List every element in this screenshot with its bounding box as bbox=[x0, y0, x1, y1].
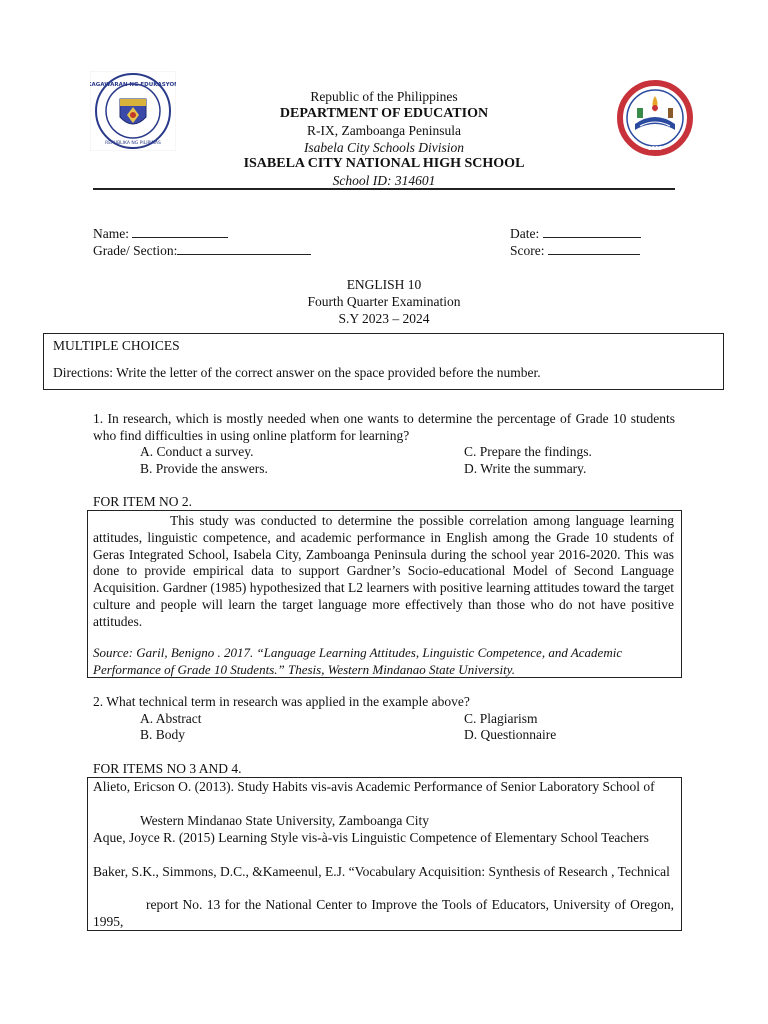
reference-3: Baker, S.K., Simmons, D.C., &Kameenul, E.J. “Vocabulary Acquisition: Synthesis of Research , Technical bbox=[93, 864, 670, 879]
name-label: Name: bbox=[93, 226, 129, 241]
score-blank[interactable] bbox=[548, 243, 640, 255]
question-1-option-b[interactable]: B. Provide the answers. bbox=[140, 461, 268, 476]
name-blank[interactable] bbox=[132, 226, 228, 238]
header-division: Isabela City Schools Division bbox=[303, 140, 465, 155]
references-box bbox=[87, 777, 682, 931]
reference-1: Alieto, Ericson O. (2013). Study Habits vis-avis Academic Performance of Senior Laboratory School of bbox=[93, 779, 655, 794]
question-1-option-a[interactable]: A. Conduct a survey. bbox=[140, 444, 254, 459]
question-2-option-b[interactable]: B. Body bbox=[140, 727, 186, 742]
svg-text:REPUBLIKA NG PILIPINAS: REPUBLIKA NG PILIPINAS bbox=[105, 141, 161, 146]
reference-3-continued: report No. 13 for the National Center to Improve the Tools of Educators, University of Oregon, 1995, bbox=[93, 897, 674, 929]
item-3-4-label: FOR ITEMS NO 3 AND 4. bbox=[93, 761, 242, 776]
header-department: DEPARTMENT OF EDUCATION bbox=[279, 106, 489, 121]
score-label: Score: bbox=[510, 243, 545, 258]
date-label: Date: bbox=[510, 226, 540, 241]
score-field-row bbox=[510, 242, 640, 259]
reference-1-continued: Western Mindanao State University, Zamboanga City bbox=[140, 813, 429, 828]
header-region: R-IX, Zamboanga Peninsula bbox=[306, 123, 462, 138]
header-school-id: School ID: 314601 bbox=[332, 173, 436, 188]
item-2-passage: This study was conducted to determine the possible correlation among language learning attitudes, linguistic competence, and academic performance in English among the Grade 10 students of Geras Integrated School, Isabela City, Zamboanga Peninsula during the school year 2016-2020. This was done to provide empirical data to support Gardner’s Socio-educational Model of Second Language Acquisition. Gardner (1985) hypothesized that L2 learners with positive learning attitudes toward the target culture and people will learn the target language more effectively than those who do not have positive attitudes. bbox=[93, 513, 674, 629]
item-2-label: FOR ITEM NO 2. bbox=[93, 494, 193, 509]
grade-section-label: Grade/ Section: bbox=[93, 243, 178, 258]
header-school-name: ISABELA CITY NATIONAL HIGH SCHOOL bbox=[243, 156, 525, 171]
item-2-source: Source: Garil, Benigno . 2017. “Language Learning Attitudes, Linguistic Competence, and Academic Performance of Grade 10 Students.” Thesis, Western Mindanao State University. bbox=[93, 645, 623, 677]
svg-text:2008: 2008 bbox=[648, 146, 662, 152]
question-1-option-c[interactable]: C. Prepare the findings. bbox=[464, 444, 592, 459]
name-field-row bbox=[93, 225, 228, 242]
directions-box bbox=[43, 333, 724, 390]
item-2-passage-box bbox=[87, 510, 682, 678]
section-title: MULTIPLE CHOICES bbox=[53, 338, 180, 353]
exam-subject: ENGLISH 10 bbox=[346, 277, 422, 292]
grade-section-blank[interactable] bbox=[177, 243, 311, 255]
reference-2: Aque, Joyce R. (2015) Learning Style vis-à-vis Linguistic Competence of Elementary School Teachers bbox=[93, 830, 649, 845]
question-1-option-d[interactable]: D. Write the summary. bbox=[464, 461, 587, 476]
grade-section-row bbox=[93, 242, 311, 259]
date-blank[interactable] bbox=[543, 226, 641, 238]
directions-text: Directions: Write the letter of the correct answer on the space provided before the number. bbox=[53, 365, 541, 380]
date-field-row bbox=[510, 225, 641, 242]
question-1-stem: 1. In research, which is mostly needed when one wants to determine the percentage of Grade 10 students who find difficulties in using online platform for learning? bbox=[93, 411, 675, 443]
svg-text:KAGAWARAN NG EDUKASYON: KAGAWARAN NG EDUKASYON bbox=[90, 82, 176, 88]
question-2-stem: 2. What technical term in research was applied in the example above? bbox=[93, 694, 470, 709]
question-2-option-a[interactable]: A. Abstract bbox=[140, 711, 202, 726]
exam-school-year: S.Y 2023 – 2024 bbox=[338, 311, 430, 326]
header-divider bbox=[93, 188, 675, 190]
header-republic: Republic of the Philippines bbox=[310, 89, 458, 104]
question-2-option-d[interactable]: D. Questionnaire bbox=[464, 727, 557, 742]
question-2-option-c[interactable]: C. Plagiarism bbox=[464, 711, 538, 726]
exam-quarter: Fourth Quarter Examination bbox=[307, 294, 461, 309]
